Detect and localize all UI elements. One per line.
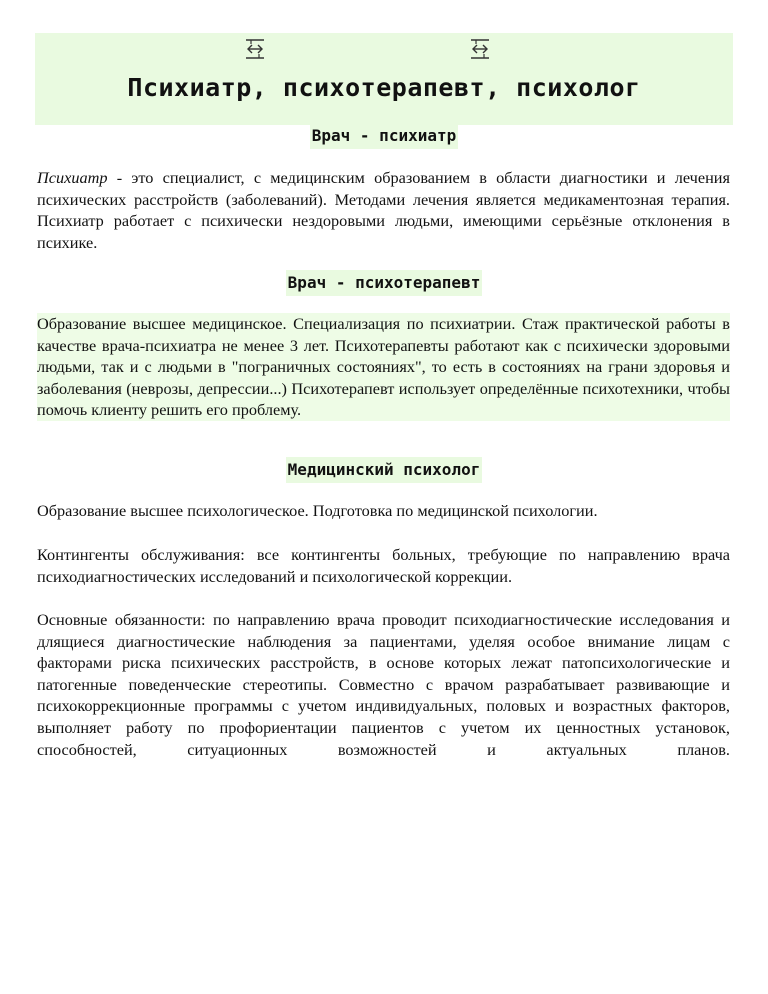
psychologist-duties-paragraph: Основные обязанности: по направлению врача проводит психодиагностические исследования и длящиеся диагностические наблюдения за пациентами, уделяя особое внимание лицам с факторами риска психических расстройств, в основе которых лежат патопсихологические и патогенные поведенческие стереотипы. Совместно с врачом разрабатывает развивающие и психокоррекционные программы с учетом индивидуальных, половых и возрастных факторов, выполняет работу по профориентации пациентов с учетом их ценностных установок, способностей, ситуационных возможностей и актуальных планов. (37, 610, 730, 759)
page-title: Психиатр, психотерапевт, психолог (127, 73, 641, 102)
section-heading-psychiatrist (0, 126, 768, 145)
section-heading-label: Медицинский психолог (286, 457, 483, 483)
section-heading-psychotherapist (0, 273, 768, 292)
arrow-bracket-icon (243, 37, 267, 61)
section-heading-label: Врач - психиатр (310, 123, 459, 149)
title-banner (35, 33, 733, 125)
section-heading-medical-psychologist (0, 460, 768, 479)
arrow-bracket-icon (468, 37, 492, 61)
psychiatrist-text: - это специалист, с медицинским образованием в области диагностики и лечения психических расстройств (заболеваний). Методами лечения является медикаментозная терапия. Психиатр работает с психически нездоровыми людьми, имеющими серьёзные отклонения в психике. (37, 168, 730, 252)
psychologist-contingents-paragraph: Контингенты обслуживания: все контингенты больных, требующие по направлению врача психодиагностических исследований и психологической коррекции. (37, 545, 730, 586)
psychiatrist-paragraph (37, 167, 730, 253)
psychiatrist-term: Психиатр (37, 168, 108, 187)
psychotherapist-paragraph: Образование высшее медицинское. Специализация по психиатрии. Стаж практической работы в качестве врача-психиатра не менее 3 лет. Психотерапевты работают как с психически здоровыми людьми, так и с людьми в "пограничных состояниях", то есть в состояниях на грани здоровья и заболевания (неврозы, депрессии...) Психотерапевт использует определённые психотехники, чтобы помочь клиенту решить его проблему. (37, 314, 730, 420)
section-heading-label: Врач - психотерапевт (286, 270, 483, 296)
psychologist-education-paragraph: Образование высшее психологическое. Подготовка по медицинской психологии. (37, 501, 598, 520)
